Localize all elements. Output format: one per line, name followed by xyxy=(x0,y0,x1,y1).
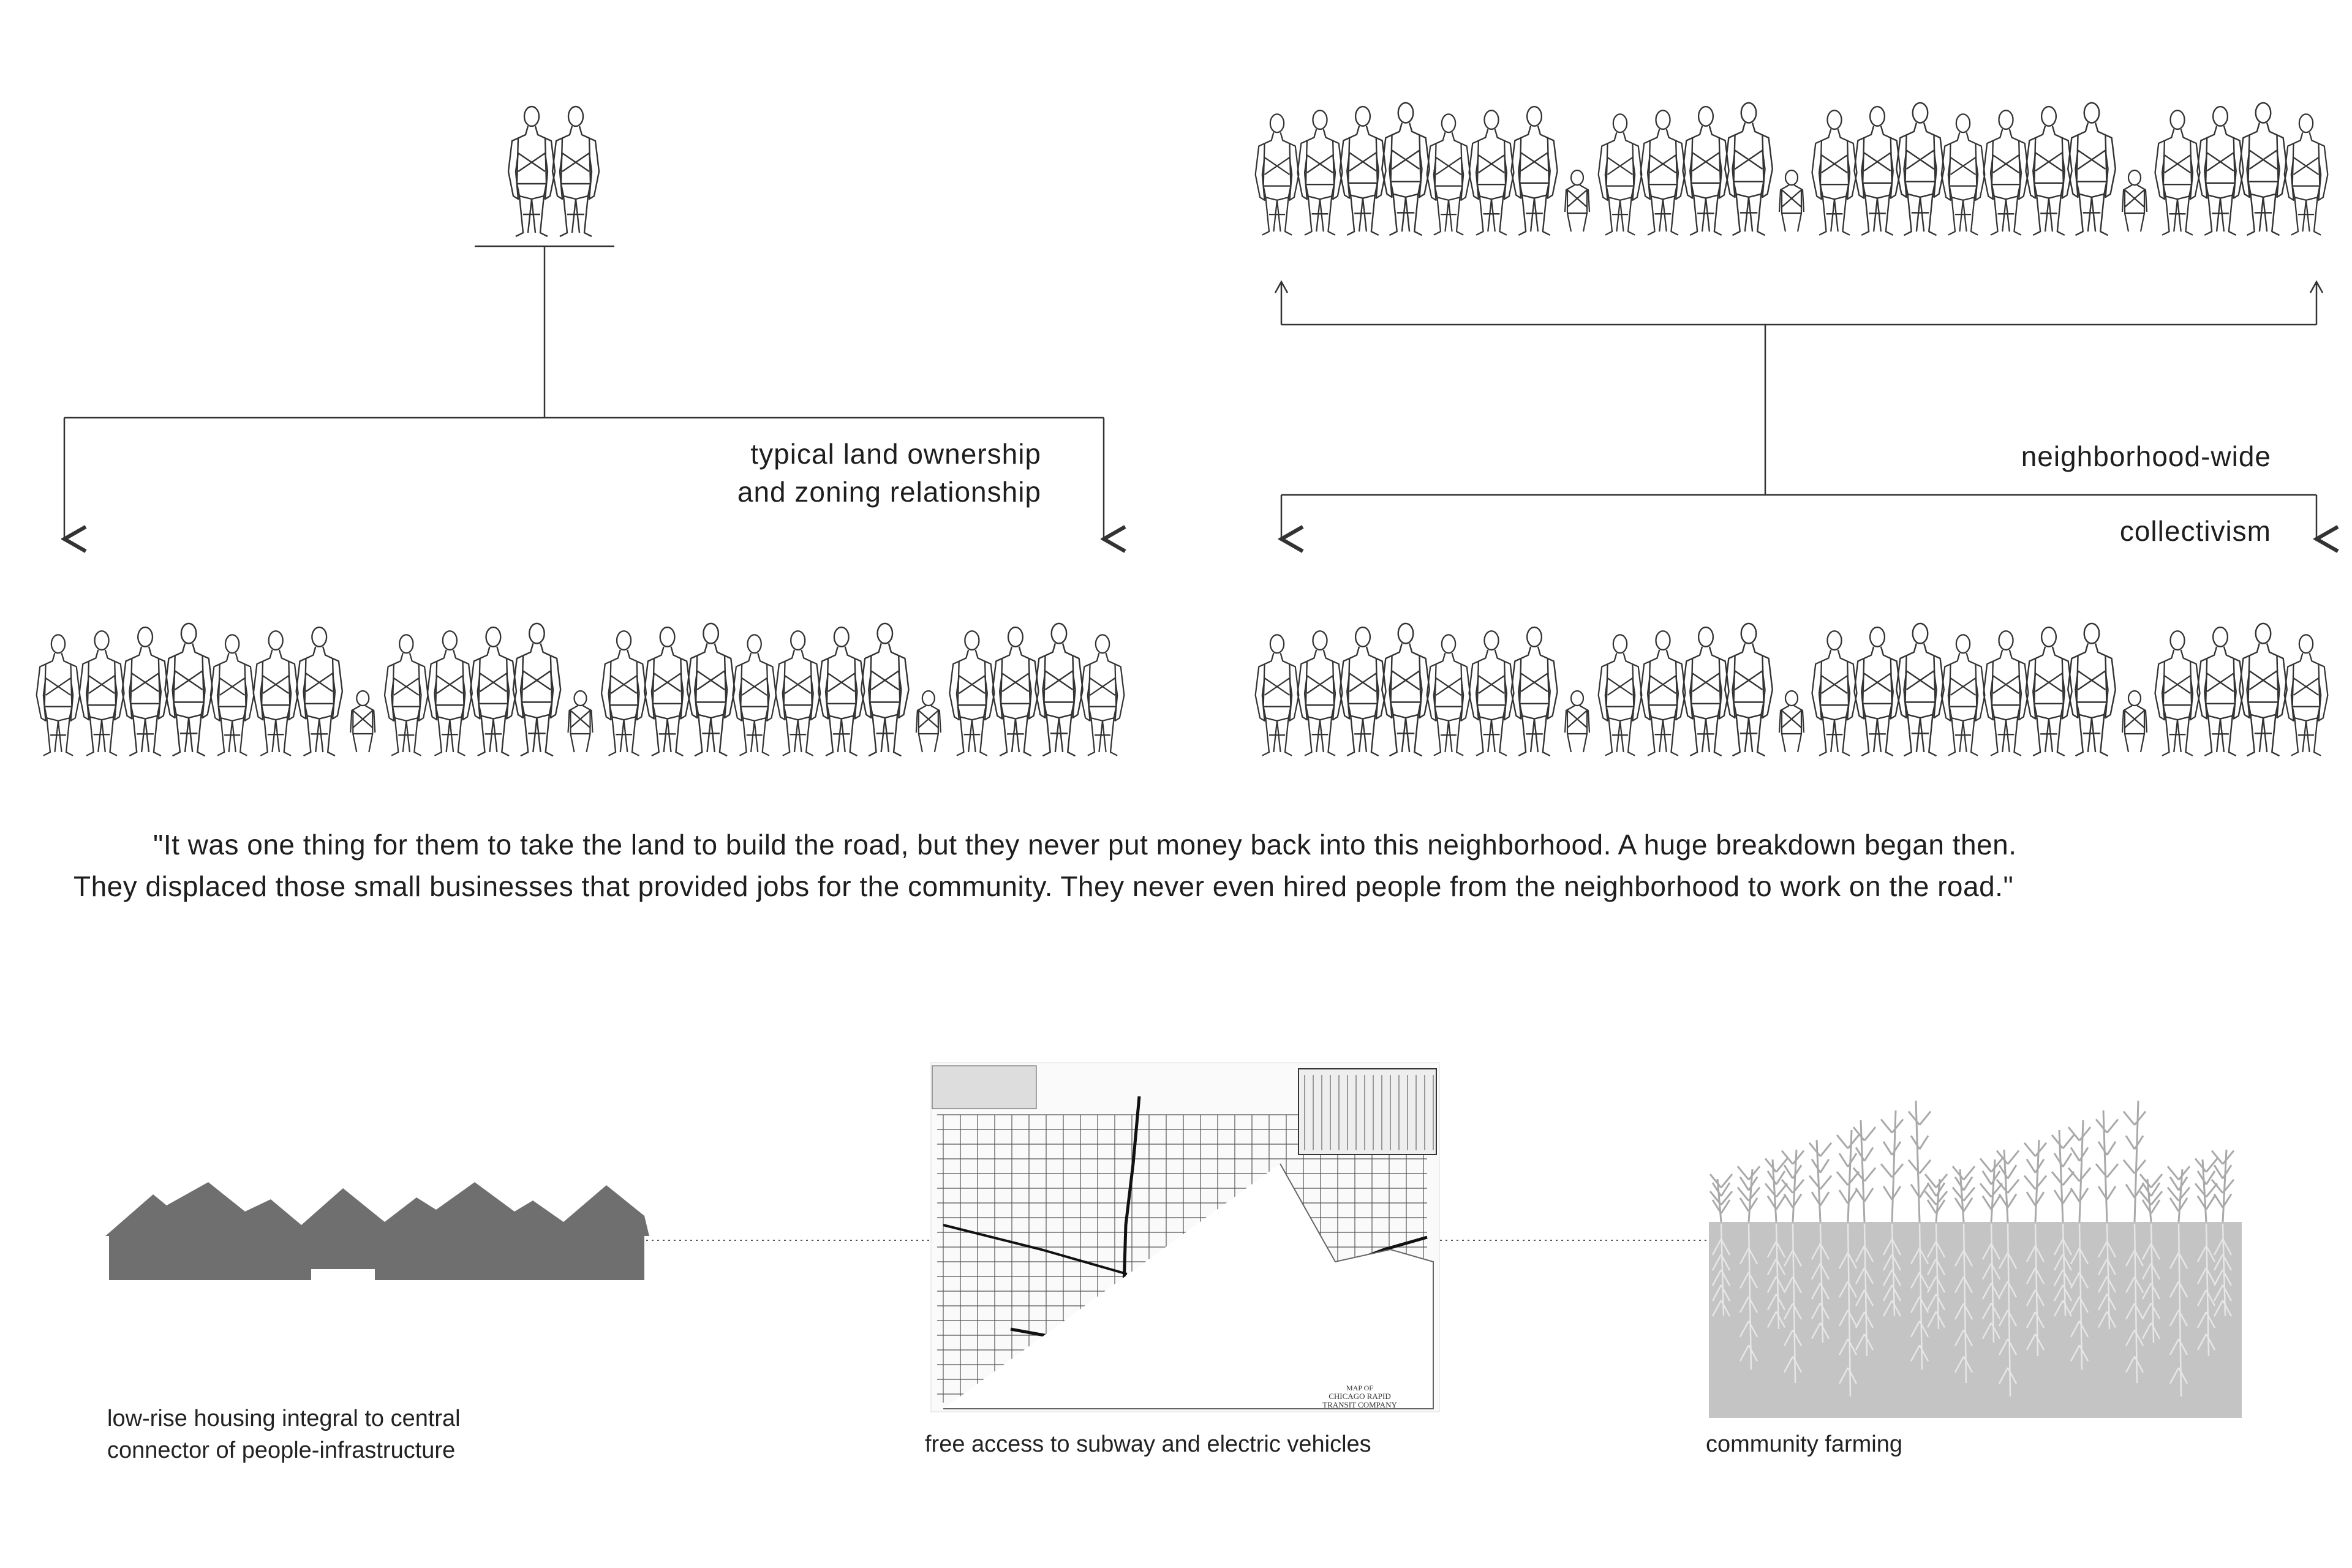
person-figure-icon xyxy=(644,627,690,756)
person-figure-icon xyxy=(1340,627,1385,756)
person-figure-icon xyxy=(2155,110,2200,235)
person-figure-icon xyxy=(385,635,428,755)
person-figure-icon xyxy=(1854,107,1900,235)
person-figure-icon xyxy=(296,627,342,756)
person-figure-icon xyxy=(1081,635,1125,755)
map-title-line3: TRANSIT COMPANY xyxy=(1322,1400,1397,1409)
person-figure-icon xyxy=(1725,103,1773,235)
person-figure-icon xyxy=(1942,114,1985,235)
person-figure-icon xyxy=(513,624,561,756)
person-figure-icon xyxy=(1896,103,1944,235)
person-figure-icon xyxy=(1641,631,1686,756)
person-figure-icon xyxy=(2026,107,2071,235)
person-figure-icon xyxy=(428,631,472,756)
person-figure-icon xyxy=(2122,691,2147,752)
label-collectivism: collectivism xyxy=(2119,515,2271,547)
crowd-top-right xyxy=(1256,103,2328,235)
person-figure-icon xyxy=(568,691,593,752)
person-figure-icon xyxy=(1256,114,1299,235)
caption-transit: free access to subway and electric vehicles xyxy=(925,1431,1371,1457)
person-figure-icon xyxy=(2068,624,2116,756)
person-figure-icon xyxy=(1984,110,2029,235)
person-figure-icon xyxy=(1641,110,1686,235)
person-figure-icon xyxy=(1812,631,1857,756)
person-figure-icon xyxy=(861,624,909,756)
label-typical-land-ownership xyxy=(662,435,1041,511)
quote-block xyxy=(74,824,2278,907)
person-figure-icon xyxy=(601,631,646,756)
transit-map xyxy=(931,1063,1439,1412)
person-figure-icon xyxy=(122,627,168,756)
person-figure-icon xyxy=(2197,107,2243,235)
person-figure-icon xyxy=(254,631,298,756)
person-figure-icon xyxy=(2285,114,2328,235)
person-figure-icon xyxy=(1984,631,2029,756)
quote-line2: They displaced those small businesses that provided jobs for the community. They never even hired people from the neighborhood to work on the road." xyxy=(74,870,2014,902)
person-figure-icon xyxy=(2026,627,2071,756)
person-figure-icon xyxy=(470,627,516,756)
person-figure-icon xyxy=(1683,627,1728,756)
person-figure-icon xyxy=(508,107,555,236)
person-figure-icon xyxy=(992,627,1038,756)
person-figure-icon xyxy=(1256,635,1299,755)
person-figure-icon xyxy=(733,635,776,755)
map-title-line2: CHICAGO RAPID xyxy=(1329,1392,1391,1401)
person-figure-icon xyxy=(1340,107,1385,235)
person-figure-icon xyxy=(165,624,213,756)
caption-housing xyxy=(107,1403,461,1466)
person-figure-icon xyxy=(1511,627,1557,756)
person-figure-icon xyxy=(2285,635,2328,755)
person-figure-icon xyxy=(1511,107,1557,235)
person-figure-icon xyxy=(2122,170,2147,232)
person-figure-icon xyxy=(1298,110,1343,235)
person-figure-icon xyxy=(2155,631,2200,756)
quote-line1: "It was one thing for them to take the land to build the road, but they never put money back into this neighborhood. A huge breakdown began then. xyxy=(153,829,2017,861)
housing-silhouette xyxy=(105,1182,649,1280)
person-figure-icon xyxy=(1382,103,1430,235)
person-figure-icon xyxy=(350,691,375,752)
person-figure-icon xyxy=(80,631,124,756)
typical-line2: and zoning relationship xyxy=(737,476,1041,508)
person-figure-icon xyxy=(1725,624,1773,756)
person-figure-icon xyxy=(1565,691,1589,752)
typical-line1: typical land ownership xyxy=(750,438,1041,470)
person-figure-icon xyxy=(2239,103,2287,235)
person-figure-icon xyxy=(2197,627,2243,756)
person-figure-icon xyxy=(916,691,941,752)
person-figure-icon xyxy=(1779,691,1804,752)
person-figure-icon xyxy=(37,635,80,755)
person-figure-icon xyxy=(1854,627,1900,756)
person-figure-icon xyxy=(1565,170,1589,232)
person-figure-icon xyxy=(687,624,735,756)
person-figure-icon xyxy=(1812,110,1857,235)
person-figure-icon xyxy=(1382,624,1430,756)
label-neighborhood-wide: neighborhood-wide xyxy=(2021,440,2271,472)
person-figure-icon xyxy=(1427,635,1471,755)
person-figure-icon xyxy=(1779,170,1804,232)
owner-figures xyxy=(508,107,599,236)
person-figure-icon xyxy=(949,631,994,756)
person-figure-icon xyxy=(2239,624,2287,756)
person-figure-icon xyxy=(211,635,254,755)
person-figure-icon xyxy=(1035,624,1083,756)
caption-farming: community farming xyxy=(1706,1431,1902,1457)
person-figure-icon xyxy=(1599,114,1642,235)
person-figure-icon xyxy=(1599,635,1642,755)
person-figure-icon xyxy=(1427,114,1471,235)
right-tree-lines xyxy=(1275,282,2323,539)
caption-housing-line2: connector of people-infrastructure xyxy=(107,1438,456,1463)
person-figure-icon xyxy=(2068,103,2116,235)
person-figure-icon xyxy=(1683,107,1728,235)
person-figure-icon xyxy=(818,627,864,756)
farming-illustration xyxy=(1709,1101,2242,1418)
person-figure-icon xyxy=(1469,631,1514,756)
crowd-bottom-left xyxy=(37,624,1125,756)
person-figure-icon xyxy=(1298,631,1343,756)
person-figure-icon xyxy=(552,107,599,236)
person-figure-icon xyxy=(775,631,820,756)
map-title-line1: MAP OF xyxy=(1346,1384,1373,1392)
crowd-bottom-right xyxy=(1256,624,2328,756)
person-figure-icon xyxy=(1469,110,1514,235)
person-figure-icon xyxy=(1896,624,1944,756)
caption-housing-line1: low-rise housing integral to central xyxy=(107,1406,461,1431)
person-figure-icon xyxy=(1942,635,1985,755)
